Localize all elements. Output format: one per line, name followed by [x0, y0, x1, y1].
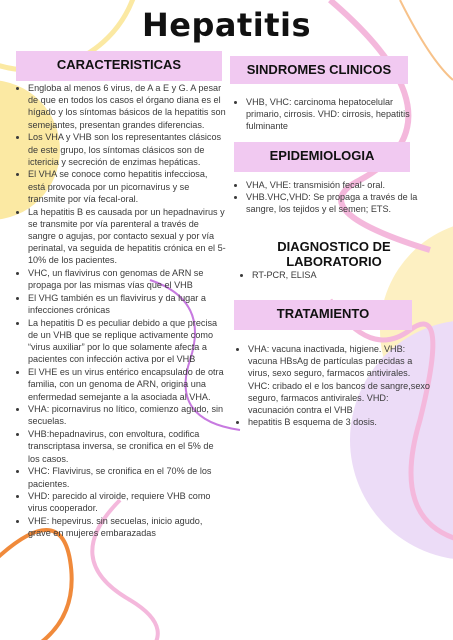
- sindromes-section: [232, 96, 416, 133]
- page-title: Hepatitis: [141, 6, 312, 44]
- diagnostico-list: [238, 269, 418, 281]
- list-item: • VHA: picornavirus no lítico, comienzo agudo, sin secuelas.: [28, 403, 226, 427]
- heading-sindromes-label: SINDROMES CLINICOS: [246, 62, 392, 77]
- heading-caracteristicas: [16, 51, 222, 81]
- list-item: • La hepatitis B es causada por un hepadnavirus y se transmite por vía parenteral a través de sangre o agujas, por contacto sexual y por vía perinatal, va seguida de hepatitis crónica en el 5-10% de los pacientes.: [28, 206, 226, 267]
- heading-caracteristicas-label: CARACTERISTICAS: [56, 57, 182, 72]
- sindromes-list: [232, 96, 416, 133]
- tratamiento-section: [234, 343, 434, 428]
- tratamiento-list: [234, 343, 434, 428]
- epidemiologia-list: [232, 179, 450, 216]
- list-item: • RT-PCR, ELISA: [252, 269, 418, 281]
- heading-tratamiento-label: TRATAMIENTO: [276, 306, 370, 321]
- list-item: • VHC: Flavivirus, se cronifica en el 70% de los pacientes.: [28, 465, 226, 489]
- list-item: • El VHA se conoce como hepatitis infecciosa, está provocada por un picornavirus y se transmite por vía fecal-oral.: [28, 168, 226, 205]
- list-item: • VHB, VHC: carcinoma hepatocelular primario, cirrosis. VHD: cirrosis, hepatitis fulminante: [246, 96, 416, 133]
- list-item: • VHB:hepadnavirus, con envoltura, codifica transcriptasa inversa, se cronifica en el 5% de los casos.: [28, 428, 226, 465]
- list-item: • hepatitis B esquema de 3 dosis.: [248, 416, 434, 428]
- epidemiologia-section: [232, 179, 450, 216]
- heading-epidemiologia-label: EPIDEMIOLOGIA: [269, 148, 375, 163]
- list-item: • La hepatitis D es peculiar debido a que precisa de un VHB que se replique activamente como “virus auxiliar” por lo que solamente afecta a pacientes con infección activa por el VHB: [28, 317, 226, 366]
- diagnostico-section: [238, 269, 418, 281]
- list-item: • Engloba al menos 6 virus, de A a E y G. A pesar de que en todos los casos el órgano diana es el hígado y los síntomas básicos de la hepatitis son semejantes, presentan grandes diferencias.: [28, 82, 226, 131]
- heading-epidemiologia: [234, 142, 410, 172]
- list-item: • VHA, VHE: transmisión fecal- oral.: [246, 179, 450, 191]
- orange-curve-bottom: [0, 530, 72, 640]
- list-item: • VHB.VHC,VHD: Se propaga a través de la sangre, los tejidos y el semen; ETS.: [246, 191, 450, 215]
- list-item: • VHE: hepevirus. sin secuelas, inicio agudo, grave en mujeres embarazadas: [28, 515, 226, 539]
- list-item: • El VHG también es un flavivirus y da lugar a infecciones crónicas: [28, 292, 226, 316]
- list-item: • Los VHA y VHB son los representantes clásicos de este grupo, los síntomas clásicos son de ictericia y secreción de enzimas hepáticas.: [28, 131, 226, 168]
- caracteristicas-list: [14, 82, 226, 540]
- heading-diagnostico-label: DIAGNOSTICO DE LABORATORIO: [277, 239, 391, 269]
- list-item: • VHD: parecido al viroide, requiere VHB como virus cooperador.: [28, 490, 226, 514]
- list-item: • VHA: vacuna inactivada, higiene. VHB: vacuna HBsAg de partículas parecidas a virus, sexo seguro, farmacos antivirales. VHC: cribado el e los bancos de sangre,sexo seguro, farmacos antivirales. VHD: vacunación contra el VHB: [248, 343, 434, 416]
- list-item: • VHC, un flavivirus con genomas de ARN se propaga por las mismas vías que el VHB: [28, 267, 226, 291]
- caracteristicas-section: [14, 82, 226, 540]
- heading-tratamiento: [234, 300, 412, 330]
- list-item: • El VHE es un virus entérico encapsulado de otra familia, con un genoma de ARN, origina una enfermedad semejante a la asociada al VHA.: [28, 366, 226, 403]
- heading-sindromes: [230, 56, 408, 84]
- heading-diagnostico: [234, 234, 434, 269]
